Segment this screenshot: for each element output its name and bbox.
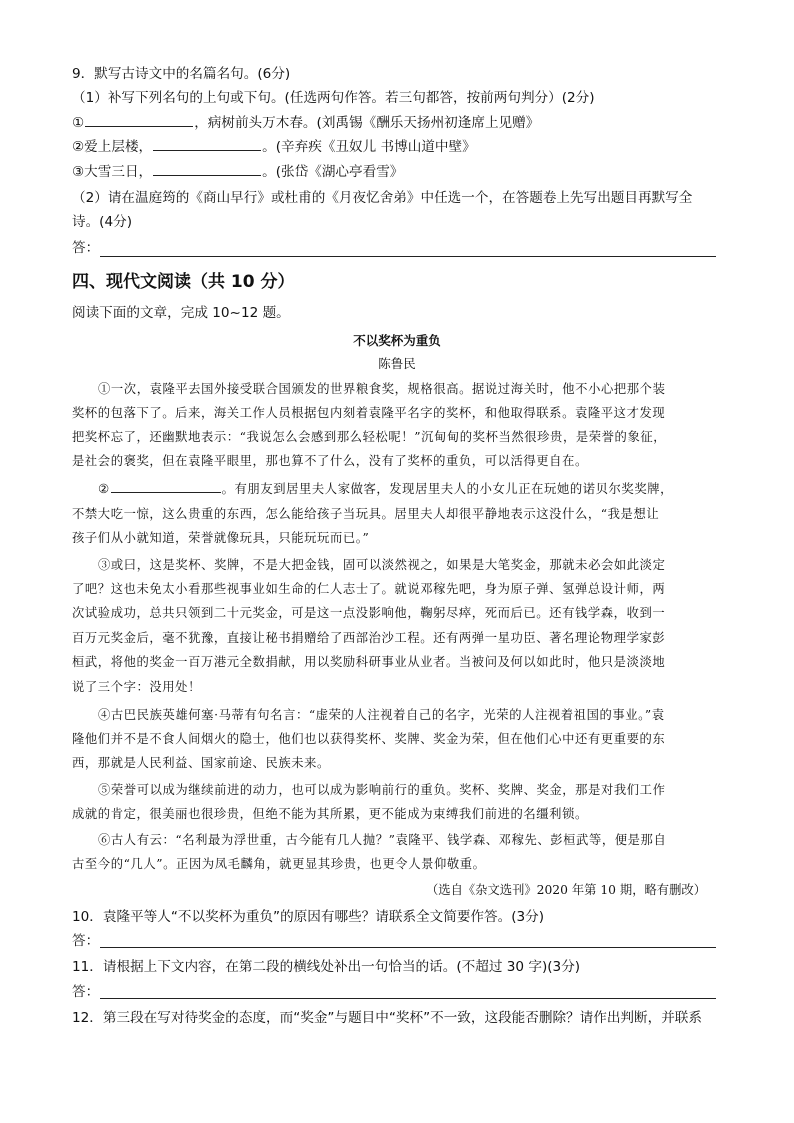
q9-item3-text: ③大雪三日， <box>72 164 153 180</box>
article-p3-line: 次试验成功，总共只领到二十元奖金，可是这一点没影响他，鞠躬尽瘁，死而后已。还有钱学森，收到一 <box>72 606 666 620</box>
article-p3-line: 说了三个字：没用处！ <box>72 680 201 694</box>
q9-part1: （1）补写下列名句的上句或下句。(任选两句作答。若三句都答，按前两句判分）(2分) <box>72 90 595 106</box>
article-p1-line: 是社会的褒奖，但在袁隆平眼里，那也算不了什么，没有了奖杯的重负，可以活得更自在。 <box>72 454 588 468</box>
section4-heading: 四、现代文阅读（共 10 分） <box>72 272 295 292</box>
q9-item2-blank[interactable] <box>153 136 261 151</box>
q9-item1-text: ，病树前头万木春。(刘禹锡《酬乐天扬州初逢席上见赠》 <box>194 115 540 131</box>
q9-title: 9．默写古诗文中的名篇名句。(6分) <box>72 66 291 82</box>
article-title: 不以奖杯为重负 <box>353 333 441 348</box>
q9-part2-line2: 诗。(4分) <box>72 214 133 230</box>
q9-part2-line1: （2）请在温庭筠的《商山早行》或杜甫的《月夜忆舍弟》中任选一个，在答题卷上先写出题目再默写全 <box>72 190 693 206</box>
article-p2-line: 不禁大吃一惊，这么贵重的东西，怎么能给孩子当玩具。居里夫人却很平静地表示这没什么，“我是想让 <box>72 507 660 521</box>
q9-item3-blank[interactable] <box>153 161 261 176</box>
article-p3-line: 了吧？这也未免太小看那些视事业如生命的仁人志士了。就说邓稼先吧，身为原子弹、氢弹总设计师，两 <box>72 582 666 596</box>
q9-item3-tail: 。(张岱《湖心亭看雪》 <box>262 164 404 180</box>
q9-answer-label: 答： <box>72 240 100 256</box>
q12-text: 12．第三段在写对待奖金的态度，而“奖金”与题目中“奖杯”不一致，这段能否删除？请作出判断，并联系 <box>72 1010 702 1026</box>
article-p3-line: ③或曰，这是奖杯、奖牌，不是大把金钱，固可以淡然视之，如果是大笔奖金，那就未必会如此淡定 <box>98 558 666 572</box>
q10-answer-line[interactable] <box>100 947 716 948</box>
article-p1-line: 把奖杯忘了，还幽默地表示：“我说怎么会感到那么轻松呢！”沉甸甸的奖杯当然很珍贵，是荣誉的象征， <box>72 430 667 444</box>
q9-item2 <box>72 135 722 159</box>
q9-item2-text: ②爱上层楼， <box>72 139 153 155</box>
q9-item1 <box>72 111 722 135</box>
article-p2-num: ② <box>98 482 110 496</box>
article-p6-line: 古至今的“几人”。正因为凤毛麟角，就更显其珍贵，也更令人景仰敬重。 <box>72 857 486 871</box>
article-p3-line: 桓武，将他的奖金一百万港元全数捐献，用以奖励科研事业从业者。当被问及何以如此时，他只是淡淡地 <box>72 655 666 669</box>
q9-item3 <box>72 160 722 184</box>
q9-item2-tail: 。(辛弃疾《丑奴儿 书博山道中壁》 <box>262 139 476 155</box>
q10-text: 10．袁隆平等人“不以奖杯为重负”的原因有哪些？请联系全文简要作答。(3分) <box>72 909 545 925</box>
article-p2-line: 孩子们从小就知道，荣誉就像玩具，只能玩玩而已。” <box>72 531 370 545</box>
q10-answer-label: 答： <box>72 933 100 949</box>
article-p4-line: 隆他们并不是不食人间烟火的隐士，他们也以获得奖杯、奖牌、奖金为荣，但在他们心中还有更重要的东 <box>72 732 666 746</box>
article-p5-line: 成就的肯定，很美丽也很珍贵，但绝不能为其所累，更不能成为束缚我们前进的名缰利锁。 <box>72 807 588 821</box>
article-author: 陈鲁民 <box>378 356 416 371</box>
section4-instruction: 阅读下面的文章，完成 10~12 题。 <box>72 305 290 321</box>
article-p1-line: 奖杯的包落下了。后来，海关工作人员根据包内刻着袁隆平名字的奖杯，和他取得联系。袁隆平这才发现 <box>72 406 666 420</box>
article-p3-line: 百万元奖金后，毫不犹豫，直接让秘书捐赠给了西部治沙工程。还有两弹一星功臣、著名理论物理学家彭 <box>72 631 666 645</box>
q11-text: 11．请根据上下文内容，在第二段的横线处补出一句恰当的话。(不超过 30 字)(3分) <box>72 959 581 975</box>
q9-item1-num: ① <box>72 115 85 131</box>
article-p2-blank[interactable] <box>111 478 221 493</box>
article-p4-line: 西，那就是人民利益、国家前途、民族未来。 <box>72 756 330 770</box>
q11-answer-line[interactable] <box>100 998 716 999</box>
article-p6-line: ⑥古人有云：“名利最为浮世重，古今能有几人抛？”袁隆平、钱学森、邓稼先、彭桓武等，便是那自 <box>98 833 667 847</box>
q11-answer-label: 答： <box>72 984 100 1000</box>
article-p2-line <box>72 477 722 501</box>
q9-item1-blank[interactable] <box>85 112 193 127</box>
article-p2-text: 。有朋友到居里夫人家做客，发现居里夫人的小女儿正在玩她的诺贝尔奖奖牌， <box>221 482 674 496</box>
article-p1-line: ①一次，袁隆平去国外接受联合国颁发的世界粮食奖，规格很高。据说过海关时，他不小心把那个装 <box>98 382 666 396</box>
article-p4-line: ④古巴民族英雄何塞·马蒂有句名言：“虚荣的人注视着自己的名字，光荣的人注视着祖国的事业。”袁 <box>98 708 665 722</box>
article-p5-line: ⑤荣誉可以成为继续前进的动力，也可以成为影响前行的重负。奖杯、奖牌、奖金，那是对我们工作 <box>98 783 666 797</box>
q9-answer-line[interactable] <box>100 256 716 257</box>
article-source: （选自《杂文选刊》2020 年第 10 期，略有删改） <box>425 883 706 897</box>
